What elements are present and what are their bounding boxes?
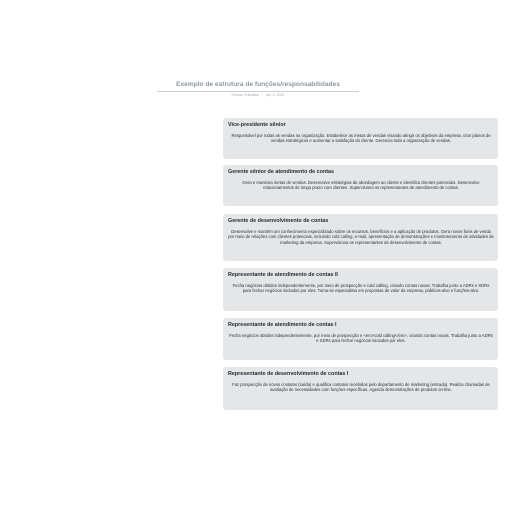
role-title: Gerente de desenvolvimento de contas (228, 218, 329, 224)
role-title: Vice-presidente sênior (228, 122, 286, 128)
role-card-account-rep-ii[interactable] (223, 268, 498, 311)
role-card-vp[interactable] (223, 118, 498, 159)
role-description: Responsável por todas as vendas na organização. Estabelece as metas de vendas visando atingir os objetivos da empresa, criar planos de vendas estratégicos e aumentar a satisfação do cliente. Gerencia toda a organização de vendas. (231, 133, 491, 144)
document-title: Exemplo de estrutura de funções/responsabilidades (157, 81, 359, 92)
role-card-account-development-rep-i[interactable] (223, 367, 498, 410)
role-description: Fecha negócios obtidos independentemente, por meio de prospecção e <em>cold calling</em>, criando contas novas. Trabalha junto a ADRs e SDRs para fechar negócios iniciados por eles. (229, 333, 493, 344)
role-description: Faz prospecção de novos contatos (saída) e qualifica contatos recebidos pelo departamento de marketing (entrada). Realiza chamadas de avaliação de necessidades com funções específicas. Agenda demonstrações de produtos on-line. (232, 382, 490, 393)
role-title: Representante de desenvolvimento de contas I (228, 371, 349, 377)
document-date: Apr 6, 2021 (266, 93, 285, 97)
role-card-account-rep-i[interactable] (223, 318, 498, 360)
meta-separator: | (262, 93, 264, 97)
document-author: Serhan Tekbalaei (231, 93, 260, 97)
role-card-senior-account-manager[interactable] (223, 165, 498, 206)
role-title: Representante de atendimento de contas I (228, 322, 337, 328)
document-meta (157, 93, 359, 97)
role-description: Fecha negócios obtidos independentemente, por meio de prospecção e cold calling, criando contas novas. Trabalha junto a ADRs e SDRs para fechar negócios iniciados por eles. Torna-se especialista em propostas de valor da empresa, públicos-alvo e funções-alvo. (232, 283, 490, 294)
role-description: Gera e monitora metas de vendas. Desenvolve estratégias de abordagem ao cliente e identifica clientes potenciais. Desenvolve relacionamentos de longo prazo com clientes. Supervisiona os representantes de atendimento de contas. (242, 180, 480, 191)
role-title: Representante de atendimento de contas II (228, 272, 338, 278)
role-card-account-development-manager[interactable] (223, 214, 498, 261)
role-description: Desenvolve e mantém um conhecimento especializado sobre os recursos, benefícios e a aplicação de produtos. Gera novos funis de venda por meio de relações com clientes potenciais, incluindo cold calling, e-mail, apresentação de demonstrações e monitoramento de atividades de marketing da empresa. Supervisiona os representantes de desenvolvimento de contas. (228, 229, 494, 245)
role-title: Gerente sênior de atendimento de contas (228, 169, 335, 175)
